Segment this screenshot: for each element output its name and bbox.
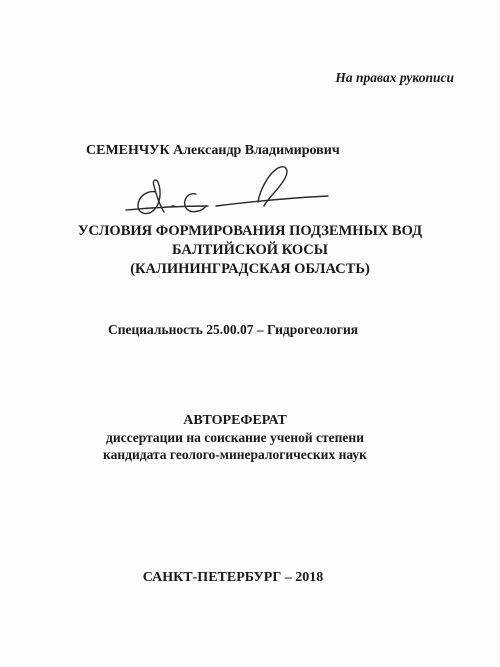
city-year: САНКТ-ПЕТЕРБУРГ – 2018 (142, 570, 324, 585)
abstract-block (0, 412, 470, 463)
dissertation-title (0, 222, 500, 279)
title-line: (КАЛИНИНГРАДСКАЯ ОБЛАСТЬ) (130, 261, 370, 277)
title-line: УСЛОВИЯ ФОРМИРОВАНИЯ ПОДЗЕМНЫХ ВОД (77, 223, 423, 239)
abstract-heading: АВТОРЕФЕРАТ (183, 413, 287, 428)
specialty-line: Специальность 25.00.07 – Гидрогеология (107, 322, 359, 337)
abstract-subtitle-line: диссертации на соискание ученой степени (106, 430, 364, 445)
rights-note: На правах рукописи (335, 70, 454, 85)
title-line: БАЛТИЙСКОЙ КОСЫ (171, 242, 329, 258)
author-name: СЕМЕНЧУК Александр Владимирович (86, 143, 340, 158)
abstract-subtitle-line: кандидата геолого-минералогических наук (103, 447, 367, 462)
